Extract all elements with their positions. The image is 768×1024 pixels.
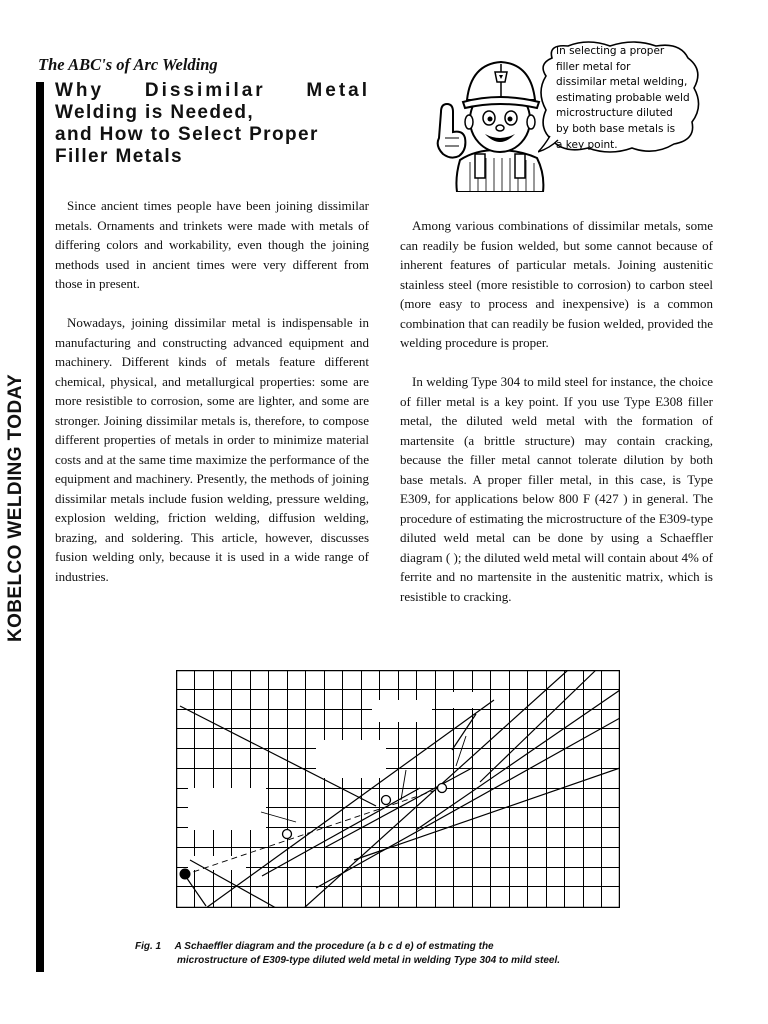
left-column [55, 196, 369, 606]
bubble-line: microstructure diluted [556, 107, 673, 120]
bubble-line: In selecting a proper [556, 45, 665, 57]
welder-mascot-illustration [425, 42, 555, 192]
bubble-line: filler metal for [556, 60, 631, 73]
point-base-mild-steel [180, 869, 190, 879]
figure-caption-line-2: microstructure of E309-type diluted weld metal in welding Type 304 to mild steel. [177, 954, 561, 966]
article-headline [55, 80, 370, 168]
bubble-line: dissimilar metal welding, [556, 76, 688, 89]
headline-line-2: Welding is Needed, [55, 102, 255, 123]
headline-line-1: Why Dissimilar Metal [55, 80, 370, 101]
sidebar-bar [36, 82, 44, 972]
bubble-line: a key point. [556, 138, 618, 151]
figure-label: Fig. 1 [135, 941, 162, 952]
speech-bubble-text [556, 44, 696, 153]
right-paragraph-2: In welding Type 304 to mild steel for instance, the choice of filler metal is a key point. If you use Type E308 filler metal, the diluted weld metal with the formation of martensite (a brittle structure) may contain cracking, because the filler metal cannot tolerate dilution by both base metals. A proper filler metal, in this case, is Type E309, for applications below 800 F (427 ) in general. The procedure of estimating the microstructure of the E309-type diluted weld metal can be done by using a Schaeffler diagram ( ); the diluted weld metal will contain about 4% of ferrite and no martensite in the austenitic matrix, which is resistible to cracking. [400, 374, 713, 604]
left-paragraph-1: Since ancient times people have been joining dissimilar metals. Ornaments and trinkets were made with metals of differing colors and workability, even though the joining methods used in ancient times were very different from those in present. [55, 198, 369, 291]
point-type-304 [438, 784, 447, 793]
bubble-line: estimating probable weld [556, 91, 690, 104]
left-paragraph-2: Nowadays, joining dissimilar metal is indispensable in manufacturing and constructing advanced equipment and machinery. Different kinds of metals feature different chemical, physical, and metallurgical properties: some are more resistible to corrosion, some are lighter, and some are stronger. Joining dissimilar metals is, therefore, to compose different properties of metals in order to minimize material costs and at the same time maximize the performance of the equipment and machinery. Presently, the methods of joining dissimilar metals include fusion welding, pressure welding, explosion welding, friction welding, diffusion welding, brazing, and soldering. This article, however, discusses fusion welding only, because it is used in a wide range of industries. [55, 315, 369, 584]
point-mix-base [283, 830, 292, 839]
series-title: The ABC's of Arc Welding [38, 55, 218, 74]
schaeffler-diagram [176, 670, 620, 908]
headline-line-4: Filler Metals [55, 146, 184, 167]
point-diluted-weld [382, 796, 391, 805]
figure-caption-line-1: A Schaeffler diagram and the procedure (a b c d e) of estmating the [174, 941, 494, 952]
bubble-line: by both base metals is [556, 122, 676, 135]
headline-line-3: and How to Select Proper [55, 124, 319, 145]
right-column [400, 216, 713, 626]
sidebar-title: KOBELCO WELDING TODAY [5, 373, 26, 643]
figure-caption [135, 940, 655, 967]
right-paragraph-1: Among various combinations of dissimilar metals, some can readily be fusion welded, but some cannot because of inherent features of particular metals. Joining austenitic stainless steel (more resistible to corrosion) to carbon steel (more easy to process and inexpensive) is a common combination that can readily be fusion welded, provided the welding procedure is proper. [400, 218, 713, 350]
